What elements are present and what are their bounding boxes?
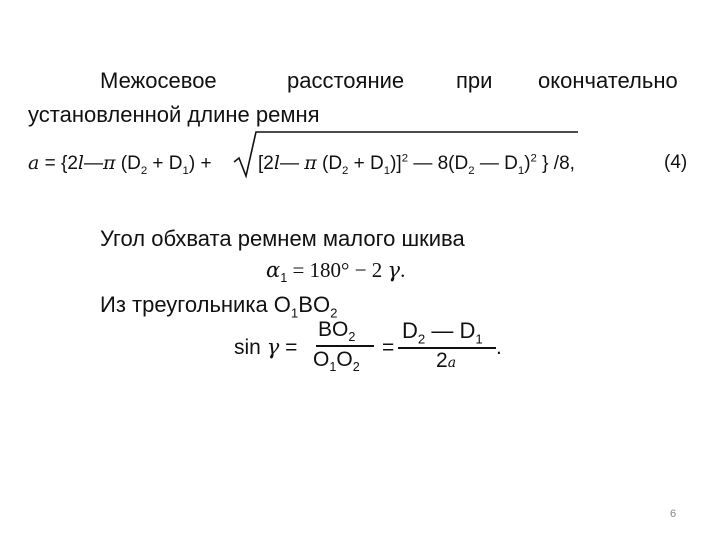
pi-symbol: π [304, 152, 317, 174]
formula-4 [28, 152, 212, 177]
var-a: a [28, 152, 40, 174]
subscript: 2 [342, 164, 349, 177]
fraction-2-denominator [436, 349, 456, 373]
fraction-1-denominator [313, 348, 360, 374]
formula-part: [2 [258, 153, 274, 174]
subscript: 2 [417, 331, 426, 347]
gamma-symbol: γ [387, 258, 401, 282]
subscript: 1 [182, 164, 189, 177]
subscript: 1 [383, 164, 391, 177]
gamma-symbol: γ [266, 335, 280, 359]
superscript: 2 [530, 152, 537, 165]
formula-part: ) [524, 153, 531, 174]
subscript: 1 [280, 271, 288, 286]
subscript: 2 [468, 164, 475, 177]
subscript: 1 [290, 305, 299, 321]
minus-sign: — [83, 153, 103, 174]
formula-part: } /8, [536, 153, 575, 174]
subscript: 2 [330, 305, 338, 321]
subscript: 2 [352, 360, 360, 375]
equals-sign: = [279, 336, 298, 359]
heading-text: BO [298, 292, 331, 317]
den-text: O [313, 348, 330, 371]
superscript: 2 [401, 152, 409, 165]
period: . [496, 336, 502, 359]
minus-sign: — [279, 153, 305, 174]
formula-part: ) + [188, 153, 212, 174]
heading-text: Из треугольника O [100, 292, 291, 317]
var-l: l [273, 152, 280, 174]
num-text: BO [318, 318, 349, 341]
den-text: 2 [436, 349, 448, 372]
sin-label [234, 335, 297, 360]
sin-text: sin [234, 336, 267, 359]
fraction-1-numerator [318, 318, 355, 344]
formula-part: = {2 [39, 153, 78, 174]
equals-sign-2: = [382, 336, 395, 359]
subscript: 2 [140, 164, 148, 177]
subscript: 1 [475, 331, 483, 347]
formula-part: + D [348, 153, 384, 174]
formula-part: — D [474, 153, 518, 174]
formula-part: (D [115, 153, 141, 174]
alpha-symbol: α [266, 258, 281, 282]
formula-part: — 8(D [408, 153, 469, 174]
para1-word-1: Межосевое [100, 68, 217, 93]
page-number: 6 [670, 508, 677, 520]
fraction-2-numerator [402, 318, 483, 346]
formula-number: (4) [664, 152, 688, 173]
subscript: 1 [517, 164, 525, 177]
num-text: D [402, 318, 418, 343]
para1-word-2: расстояние [287, 68, 405, 93]
alpha-formula [266, 258, 405, 285]
angle-heading: Угол обхвата ремнем малого шкива [100, 226, 465, 251]
para1-line-2: установленной длине ремня [28, 102, 320, 127]
formula-part: = 180° − 2 [287, 258, 388, 282]
formula-part: . [400, 258, 406, 282]
num-text: — D [425, 318, 476, 343]
var-l: l [77, 152, 84, 174]
formula-part: )] [390, 153, 402, 174]
triangle-heading [100, 292, 337, 320]
subscript: 1 [329, 360, 337, 375]
pi-symbol: π [102, 152, 116, 174]
var-a: a [447, 355, 457, 371]
para1-word-4: окончательно [538, 68, 678, 93]
formula-part: (D [316, 153, 343, 174]
den-text: O [336, 348, 353, 371]
formula-part: + D [147, 153, 183, 174]
radicand [258, 152, 575, 177]
para1-word-3: при [456, 68, 493, 93]
subscript: 2 [348, 330, 356, 345]
fraction-1-bar [316, 345, 374, 347]
